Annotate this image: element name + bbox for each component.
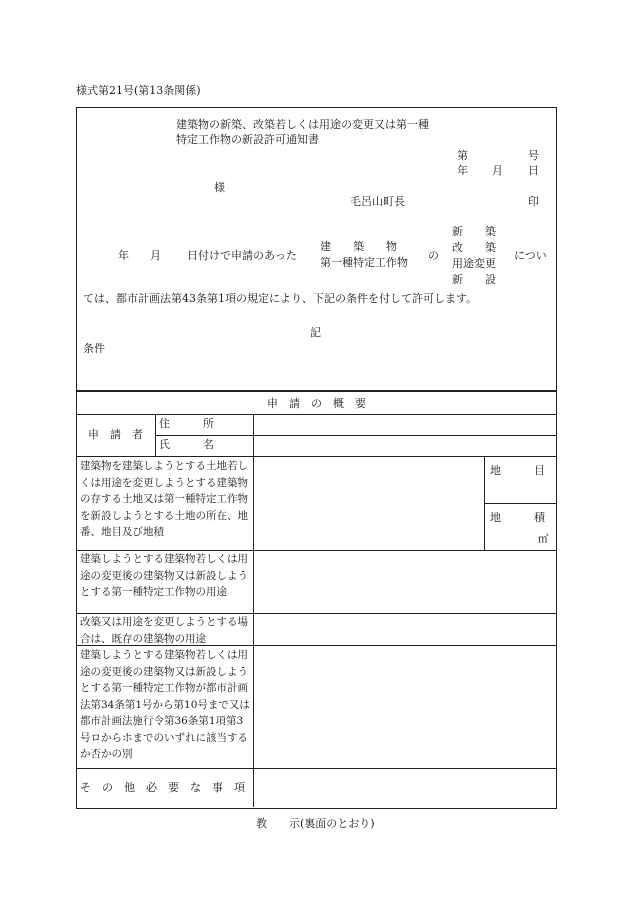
- form-label: 様式第21号(第13条関係): [76, 84, 201, 97]
- chimoku-label: 地 目: [490, 464, 545, 477]
- title-line-1: 建築物の新築、改築若しくは用途の変更又は第一種: [176, 118, 429, 131]
- table-top-rule: [76, 390, 557, 392]
- chiseki-label: 地 積: [490, 511, 545, 524]
- area-unit: ㎡: [538, 533, 549, 545]
- applicable-label: 建築しようとする建築物若しくは用途の変更後の建築物又は新設しようとする第一種特定工作物が都市計画法第34条第1号から第10号まで又は都市計画法施行令第36条第1項第3号ロからホまでのいずれに該当するか否かの別: [80, 649, 250, 760]
- use-label: 建築しようとする建築物若しくは用途の変更後の建築物又は新設しようとする第一種特定工作物の用途: [80, 553, 248, 598]
- address-label: 住 所: [159, 417, 214, 430]
- summary-heading: 申 請 の 概 要: [267, 397, 366, 410]
- object-option-building: 建 築 物: [320, 240, 397, 253]
- action-option-change-use: 用途変更: [452, 257, 496, 270]
- rule: [155, 435, 557, 436]
- existing-use-label: 改築又は用途を変更しようとする場合は、既存の建築物の用途: [80, 616, 248, 645]
- rule: [76, 768, 557, 769]
- date-year: 年: [457, 164, 468, 177]
- date-month: 月: [492, 164, 503, 177]
- action-option-new: 新 築: [452, 225, 496, 238]
- application-year: 年: [118, 249, 129, 262]
- date-day: 日: [528, 164, 539, 177]
- number-prefix: 第: [457, 149, 468, 162]
- footer-note: 教 示(裏面のとおり): [256, 817, 375, 830]
- rule: [76, 414, 557, 415]
- applicant-label: 申 請 者: [88, 428, 143, 441]
- rule: [484, 503, 557, 504]
- application-date-text: 日付けで申請のあった: [187, 249, 297, 262]
- title-line-2: 特定工作物の新設許可通知書: [176, 133, 319, 146]
- addressee-suffix: 様: [214, 181, 225, 194]
- application-tail: につい: [514, 249, 547, 262]
- object-option-structure: 第一種特定工作物: [320, 256, 408, 269]
- rule: [253, 414, 254, 807]
- number-suffix: 号: [528, 149, 539, 162]
- rule: [76, 645, 557, 646]
- action-option-establish: 新 設: [452, 273, 496, 286]
- application-particle: の: [428, 249, 439, 262]
- seal-mark: 印: [528, 195, 539, 208]
- issuer: 毛呂山町長: [350, 195, 405, 208]
- application-month: 月: [150, 249, 161, 262]
- land-label: 建築物を建築しようとする土地若しくは用途を変更しようとする建築物の存する土地又は第一種特定工作物を新設しようとする土地の所在、地番、地目及び地積: [80, 460, 248, 538]
- conditions-label: 条件: [83, 342, 105, 355]
- name-label: 氏 名: [159, 438, 214, 451]
- action-option-rebuild: 改 築: [452, 241, 496, 254]
- body-line-2: ては、都市計画法第43条第1項の規定により、下記の条件を付して許可します。: [83, 292, 478, 305]
- ki-mark: 記: [310, 326, 321, 339]
- other-label: そ の 他 必 要 な 事 項: [80, 781, 245, 794]
